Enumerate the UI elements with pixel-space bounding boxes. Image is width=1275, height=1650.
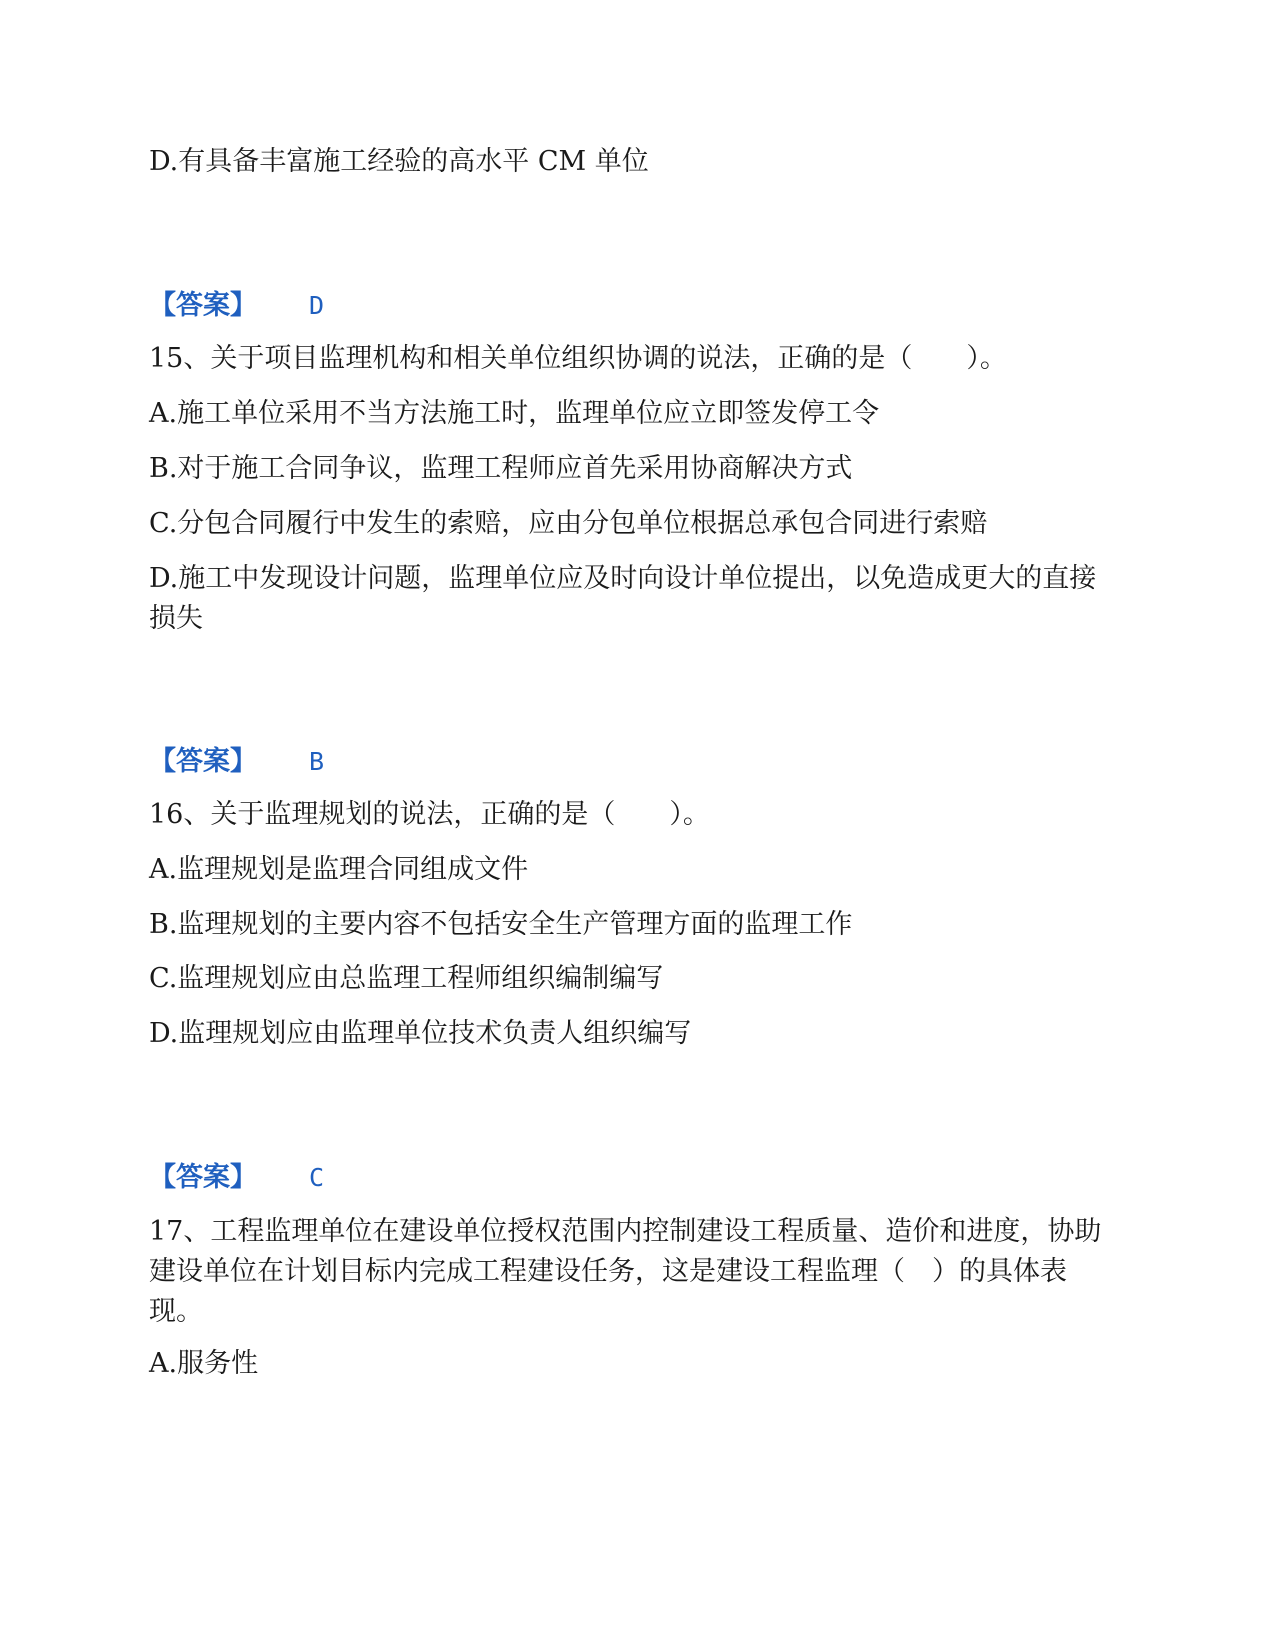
q16-stem: 16、关于监理规划的说法，正确的是（ ）。 bbox=[149, 799, 710, 830]
answer-label: 【答案】 bbox=[149, 290, 257, 321]
answer-value: B bbox=[309, 747, 325, 776]
q17-option-a: A.服务性 bbox=[149, 1348, 259, 1379]
q16-option-a: A.监理规划是监理合同组成文件 bbox=[149, 854, 529, 885]
answer-value: C bbox=[309, 1163, 325, 1192]
q16-option-c: C.监理规划应由总监理工程师组织编制编写 bbox=[149, 963, 664, 994]
answer-row-q15 bbox=[149, 745, 324, 779]
q17-stem: 17、工程监理单位在建设单位授权范围内控制建设工程质量、造价和进度，协助建设单位在计划目标内完成工程建设任务，这是建设工程监理（ ）的具体表现。 bbox=[149, 1216, 1102, 1327]
answer-row-q14 bbox=[149, 289, 324, 323]
q15-option-a: A.施工单位采用不当方法施工时，监理单位应立即签发停工令 bbox=[149, 398, 880, 429]
q16-option-d: D.监理规划应由监理单位技术负责人组织编写 bbox=[149, 1018, 692, 1049]
q15-option-d: D.施工中发现设计问题，监理单位应及时向设计单位提出，以免造成更大的直接损失 bbox=[149, 563, 1097, 634]
q15-stem: 15、关于项目监理机构和相关单位组织协调的说法，正确的是（ ）。 bbox=[149, 343, 1007, 374]
prev-option-d: D.有具备丰富施工经验的高水平 CM 单位 bbox=[149, 146, 649, 177]
answer-label: 【答案】 bbox=[149, 1162, 257, 1193]
q15-option-b: B.对于施工合同争议，监理工程师应首先采用协商解决方式 bbox=[149, 453, 853, 484]
answer-row-q16 bbox=[149, 1161, 324, 1195]
q15-option-c: C.分包合同履行中发生的索赔，应由分包单位根据总承包合同进行索赔 bbox=[149, 508, 988, 539]
answer-label: 【答案】 bbox=[149, 746, 257, 777]
q16-option-b: B.监理规划的主要内容不包括安全生产管理方面的监理工作 bbox=[149, 909, 853, 940]
answer-value: D bbox=[309, 291, 325, 320]
